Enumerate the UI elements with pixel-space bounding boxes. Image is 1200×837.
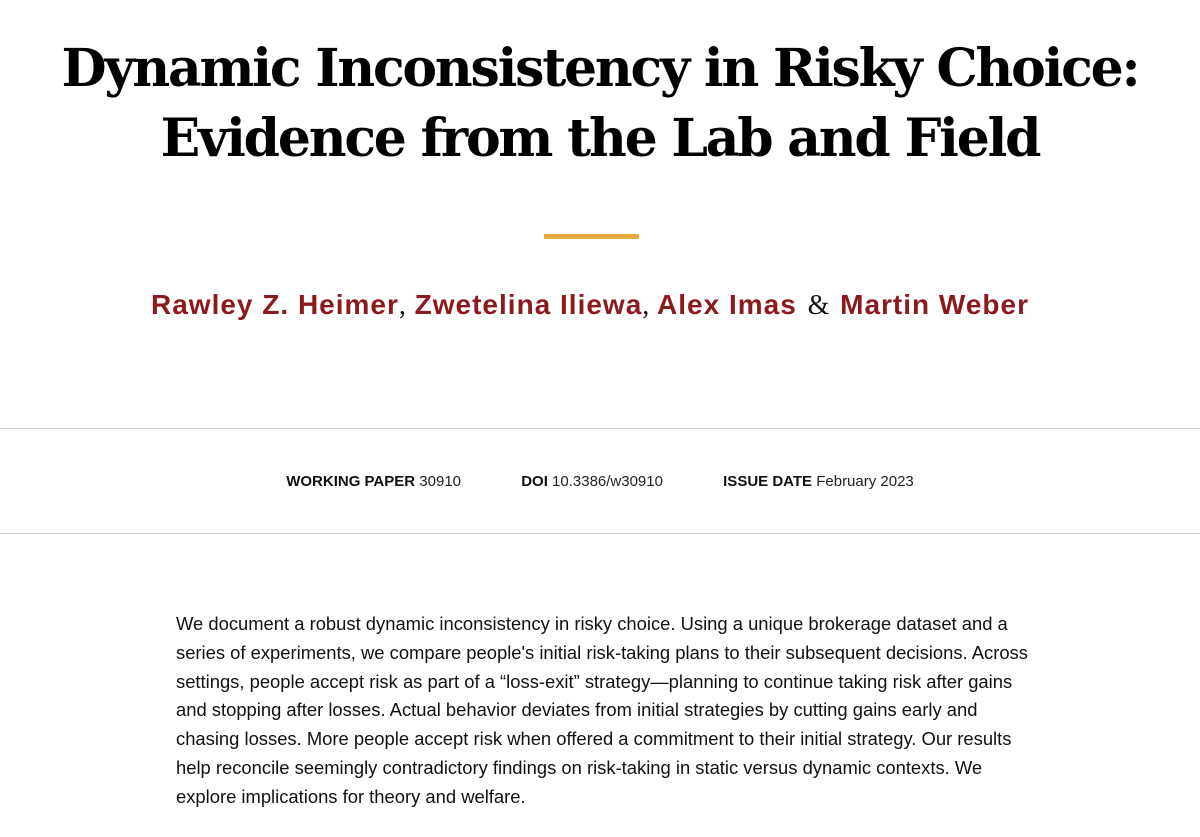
working-paper-number [286,473,461,491]
author-separator-ampersand: & [807,290,830,321]
doi [521,473,663,491]
doi-label: DOI [521,473,548,490]
working-paper-label: WORKING PAPER [286,473,416,490]
issue-date-label: ISSUE DATE [723,473,813,490]
paper-title-line-1: Dynamic Inconsistency in Risky Choice: [61,38,1139,99]
paper-metadata-row [0,473,1200,491]
issue-date-value: February 2023 [816,473,914,490]
author-link-imas[interactable]: Alex Imas [657,289,797,320]
abstract-text: We document a robust dynamic inconsistency in risky choice. Using a unique brokerage dataset and a series of experiments, we compare people's initial risk-taking plans to their subsequent decisions. Across settings, people accept risk as part of a “loss-exit” strategy—planning to continue taking risk after gains and stopping after losses. Actual behavior deviates from initial strategies by cutting gains early and chasing losses. More people accept risk when offered a commitment to their initial strategy. Our results help reconcile seemingly contradictory findings on risk-taking in static versus dynamic contexts. We explore implications for theory and welfare. [176,613,1028,807]
doi-value: 10.3386/w30910 [552,473,663,490]
author-separator: , [642,290,650,321]
working-paper-value: 30910 [419,473,462,490]
author-link-heimer[interactable]: Rawley Z. Heimer [151,289,399,320]
issue-date [723,473,914,491]
paper-title-line-2: Evidence from the Lab and Field [160,108,1040,169]
author-link-weber[interactable]: Martin Weber [840,289,1029,320]
paper-title [0,34,1200,174]
author-separator: , [398,290,406,321]
author-link-iliewa[interactable]: Zwetelina Iliewa [414,289,643,320]
paper-metadata-band [0,428,1200,534]
author-list [150,286,1030,325]
accent-divider [544,234,639,239]
